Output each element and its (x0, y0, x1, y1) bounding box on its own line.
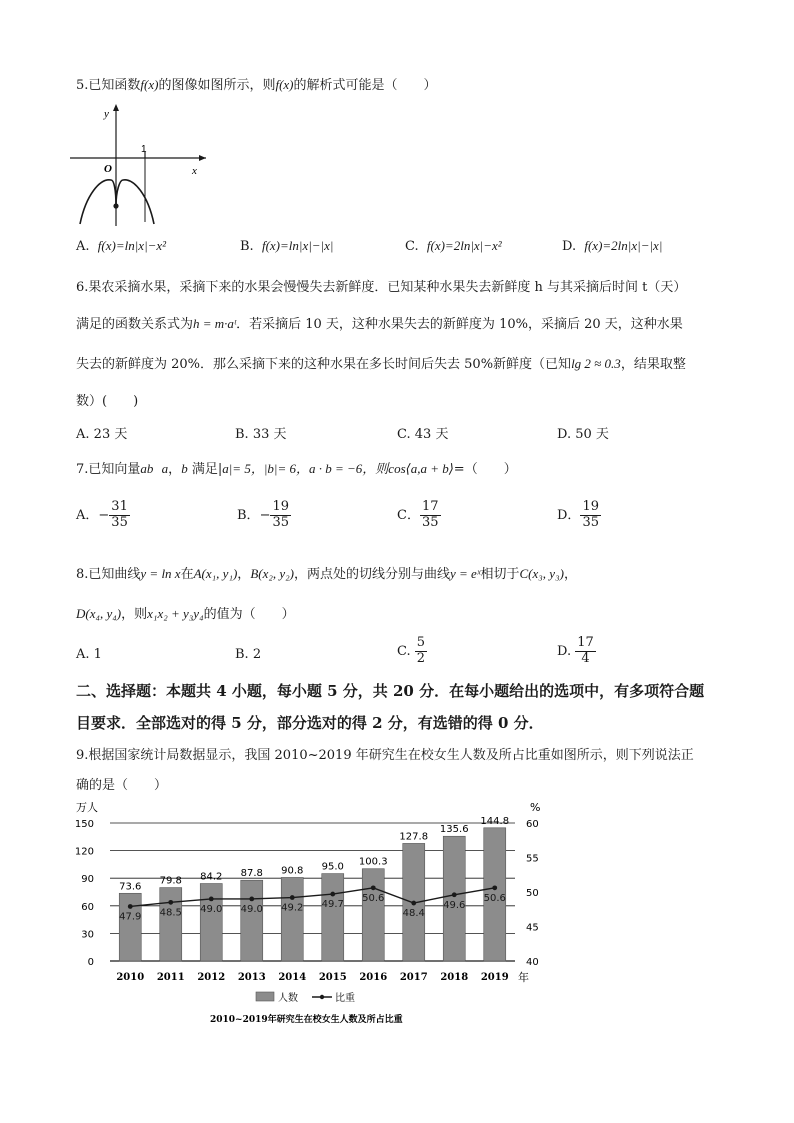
chart-x-tick-label: 2013 (237, 972, 266, 983)
q8-line-2: D(x₄, y₄)，则x₁x₂ + y₃y₄的值为（ ） (76, 606, 295, 622)
chart-line-point (290, 895, 295, 900)
q5-origin-label: O (104, 163, 112, 175)
chart-x-unit: 年 (518, 971, 529, 984)
q5-y-arrow (113, 104, 119, 111)
q7-option-d: D． $\frac{19}{35}$ (557, 499, 599, 530)
q7-stem: 7.已知向量ab a，b 满足|a|= 5，|b|= 6，a · b = −6，则cos⟨a,a + b⟩=（ ） (76, 461, 517, 477)
q5-point (113, 203, 118, 208)
q7-option-a: A．− $\frac{31}{35}$ (76, 499, 128, 530)
chart-bar-label: 84.2 (200, 871, 223, 883)
legend-bar-swatch (256, 992, 274, 1001)
q5-option-c: C. f(x)=2ln|x|−x² (405, 238, 502, 254)
q6-option-a: A. 23 天 (76, 427, 128, 442)
q8-option-c: C. $\frac{5}{2}$ (397, 635, 426, 666)
chart-x-tick-label: 2015 (318, 972, 347, 983)
q9-chart (60, 795, 560, 1030)
chart-bar-label: 90.8 (281, 865, 304, 877)
q8-option-a: A. 1 (76, 647, 102, 662)
q6-lg2: lg 2 ≈ 0.3 (571, 356, 621, 371)
chart-left-unit: 万人 (76, 801, 98, 814)
chart-bar (443, 836, 465, 961)
chart-line-series (130, 888, 495, 907)
q5-curve-right (116, 180, 154, 224)
q8-line-1: 8.已知曲线y = ln x在A(x₁, y₁)，B(x₂, y₂)，两点处的切线分别与曲线y = eˣ相切于C(x₃, y₃)， (76, 566, 577, 582)
chart-left-tick-label: 60 (81, 901, 94, 913)
q5-option-a: A. f(x)=ln|x|−x² (76, 238, 167, 254)
chart-right-tick-label: 55 (526, 853, 539, 865)
chart-line-label: 49.0 (240, 903, 263, 915)
chart-bar-label: 100.3 (358, 856, 388, 868)
chart-line-point (209, 897, 214, 902)
q5-fx-1: f(x) (140, 77, 159, 92)
chart-bar (119, 893, 141, 961)
chart-left-tick-label: 30 (81, 929, 94, 941)
chart-line-point (411, 901, 416, 906)
chart-line-label: 49.7 (321, 899, 344, 911)
q5-x-label: x (192, 165, 197, 177)
q7-option-c: C． $\frac{17}{35}$ (397, 499, 439, 530)
q8-option-d: D. $\frac{17}{4}$ (557, 635, 594, 666)
q5-y-label: y (104, 108, 109, 120)
chart-line-point (452, 892, 457, 897)
q8-option-b: B. 2 (235, 647, 262, 662)
q5-option-b: B. f(x)=ln|x|−|x| (240, 238, 334, 254)
chart-bar (241, 880, 263, 961)
legend-line-label: 比重 (335, 993, 355, 1004)
chart-x-tick-label: 2019 (480, 972, 509, 983)
chart-x-tick-label: 2011 (156, 972, 185, 983)
chart-line-label: 49.2 (281, 902, 304, 914)
chart-line-label: 48.4 (402, 908, 425, 920)
chart-bar-label: 87.8 (240, 868, 263, 880)
q6-formula: h = m·aᵗ (193, 316, 237, 331)
chart-right-tick-label: 50 (526, 888, 539, 899)
section-2-heading-line-2: 目要求．全部选对的得 5 分，部分选对的得 2 分，有选错的得 0 分． (76, 714, 544, 732)
q5-stem: 5.已知函数f(x)的图像如图所示，则f(x)的解析式可能是（ ） (76, 77, 437, 93)
q6-option-c: C. 43 天 (397, 427, 449, 442)
chart-bar (362, 869, 384, 961)
q5-option-d: D. f(x)=2ln|x|−|x| (562, 238, 663, 254)
q6-line-3: 失去的新鲜度为 20%．那么采摘下来的这种水果在多长时间后失去 50%新鲜度（已知lg 2 ≈ 0.3，结果取整 (76, 356, 686, 372)
chart-line-point (492, 885, 497, 890)
q5-curve-left (80, 180, 116, 224)
chart-caption: 2010~2019年研究生在校女生人数及所占比重 (210, 1015, 403, 1025)
chart-line-point (128, 904, 133, 909)
chart-right-tick-label: 45 (526, 922, 539, 934)
chart-x-tick-label: 2016 (359, 972, 388, 983)
chart-line-label: 49.0 (200, 903, 223, 915)
chart-line-label: 50.6 (362, 892, 385, 904)
chart-right-tick-label: 60 (526, 819, 539, 830)
chart-line-point (330, 892, 335, 897)
chart-x-tick-label: 2018 (440, 972, 469, 983)
q6-line-4: 数）( ) (76, 394, 139, 409)
q9-line-2: 确的是（ ） (76, 778, 168, 793)
chart-left-tick-label: 120 (74, 846, 94, 858)
q5-tick-label: 1 (141, 144, 147, 155)
chart-right-unit: % (530, 801, 541, 814)
chart-bar (200, 884, 222, 961)
chart-line-point (249, 897, 254, 902)
q6-line-2: 满足的函数关系式为h = m·aᵗ．若采摘后 10 天，这种水果失去的新鲜度为 10%，采摘后 20 天，这种水果 (76, 316, 683, 332)
legend-line-dot (320, 995, 324, 999)
q5-fx-2: f(x) (275, 77, 294, 92)
chart-bar-label: 135.6 (439, 824, 469, 836)
chart-right-tick-label: 40 (526, 957, 539, 968)
chart-line-label: 50.6 (483, 892, 506, 904)
q7-option-b: B．− $\frac{19}{35}$ (237, 499, 290, 530)
chart-x-tick-label: 2014 (278, 972, 307, 983)
q5-function-graph (70, 100, 210, 230)
chart-line-point (168, 900, 173, 905)
legend-bar-label: 人数 (278, 993, 298, 1004)
chart-x-tick-label: 2017 (399, 972, 428, 983)
q7-cos: cos⟨a,a + b⟩ (388, 461, 454, 476)
q9-line-1: 9.根据国家统计局数据显示，我国 2010~2019 年研究生在校女生人数及所占比重如图所示，则下列说法正 (76, 748, 694, 763)
chart-left-tick-label: 90 (81, 874, 94, 886)
q6-option-d: D. 50 天 (557, 427, 609, 442)
chart-x-tick-label: 2012 (197, 972, 226, 983)
chart-line-point (371, 885, 376, 890)
q5-x-arrow (199, 155, 206, 161)
chart-bar (322, 874, 344, 961)
chart-left-tick-label: 150 (74, 819, 94, 830)
chart-x-tick-label: 2010 (116, 972, 145, 983)
chart-bar-label: 127.8 (399, 831, 429, 843)
q6-line-1: 6.果农采摘水果，采摘下来的水果会慢慢失去新鲜度．已知某种水果失去新鲜度 h 与其采摘后时间 t（天） (76, 280, 687, 295)
chart-bar-label: 144.8 (480, 815, 510, 827)
chart-left-tick-label: 0 (87, 957, 94, 968)
chart-line-label: 48.5 (159, 907, 182, 919)
chart-bar-label: 79.8 (159, 875, 182, 887)
chart-line-label: 47.9 (119, 911, 142, 923)
q6-option-b: B. 33 天 (235, 427, 287, 442)
section-2-heading-line-1: 二、选择题：本题共 4 小题，每小题 5 分，共 20 分．在每小题给出的选项中，有多项符合题 (76, 682, 705, 700)
chart-bar (281, 877, 303, 961)
chart-bar-label: 95.0 (321, 861, 344, 873)
chart-line-label: 49.6 (443, 899, 466, 911)
chart-bar (160, 888, 182, 961)
chart-bar-label: 73.6 (119, 881, 142, 893)
